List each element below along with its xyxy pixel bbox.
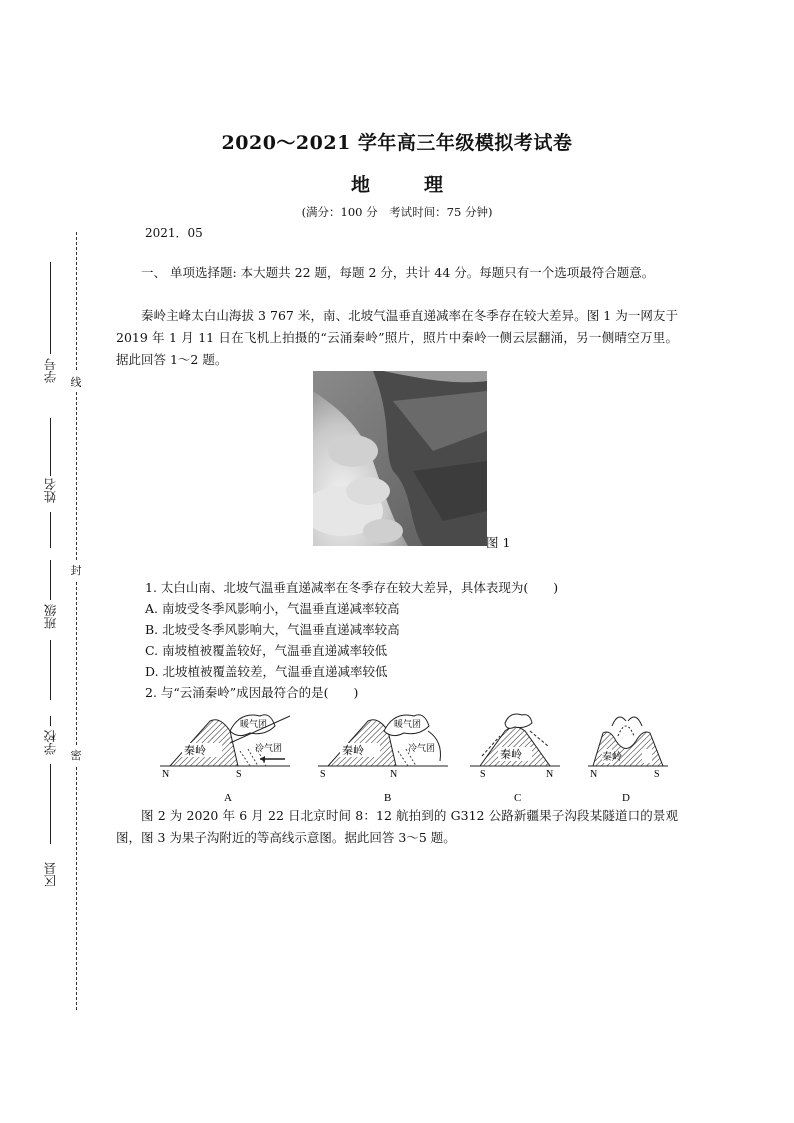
exam-title: 2020～2021 学年高三年级模拟考试卷 <box>221 132 573 154</box>
diagram-d[interactable] <box>588 717 668 804</box>
field-class[interactable] <box>40 560 60 700</box>
field-label: 姓名 <box>43 478 58 503</box>
question-1-option-d[interactable]: D. 北坡植被覆盖较差，气温垂直递减率较低 <box>145 664 388 679</box>
diagram-b-warm: 暖气团 <box>394 719 422 729</box>
field-district[interactable] <box>40 850 60 910</box>
passage-1: 秦岭主峰太白山海拔 3 767 米，南、北坡气温垂直递减率在冬季存在较大差异。图 1 为一网友于 2019 年 1 月 11 日在飞机上拍摄的“云涌秦岭”照片，照片中秦岭一侧云层翻涌，另一侧晴空万里。据此回答 1～2 题。 <box>116 308 678 367</box>
diagram-c-left: S <box>480 769 486 780</box>
diagram-b[interactable] <box>318 715 448 804</box>
question-1-option-c[interactable]: C. 南坡植被覆盖较好，气温垂直递减率较低 <box>145 643 388 658</box>
binding-dashed-line <box>76 232 77 1010</box>
diagram-c[interactable] <box>470 714 560 804</box>
diagram-a-left: N <box>162 769 170 780</box>
diagram-b-mountain: 秦岭 <box>342 745 364 757</box>
passage-2: 图 2 为 2020 年 6 月 22 日北京时间 8：12 航拍到的 G312 公路新疆果子沟段某隧道口的景观图，图 3 为果子沟附近的等高线示意图。据此回答 3～5 题。 <box>116 808 678 845</box>
figure-1-caption: 图 1 <box>486 535 511 550</box>
exam-date: 2021．05 <box>145 226 203 240</box>
field-school[interactable] <box>40 716 60 846</box>
diagram-a-mountain: 秦岭 <box>184 745 206 757</box>
diagram-d-right: S <box>654 769 660 780</box>
diagram-b-letter: B <box>384 792 392 804</box>
exam-info: (满分：100 分 考试时间：75 分钟) <box>301 205 493 219</box>
question-1-option-a[interactable]: A. 南坡受冬季风影响小，气温垂直递减率较高 <box>145 601 400 616</box>
field-label: 区县 <box>43 862 58 887</box>
field-label: 学号 <box>43 358 58 383</box>
seal-char-xian: 线 <box>68 372 84 392</box>
subject-title <box>0 170 794 197</box>
diagram-a-cold: 冷气团 <box>255 743 283 753</box>
diagram-d-letter: D <box>622 792 630 804</box>
field-label: 学校 <box>43 730 58 755</box>
diagram-b-left: S <box>320 769 326 780</box>
question-1-option-b[interactable]: B. 北坡受冬季风影响大，气温垂直递减率较高 <box>145 622 400 637</box>
diagram-c-mountain: 秦岭 <box>500 749 522 761</box>
subject-char: 地 <box>350 174 370 196</box>
question-2-diagrams <box>160 711 670 806</box>
field-label: 班级 <box>43 604 58 629</box>
section-heading: 一、 单项选择题: 本大题共 22 题，每题 2 分，共计 44 分。每题只有一个选项最符合题意。 <box>141 265 655 280</box>
figure-1-photo <box>313 371 487 546</box>
seal-char-mi: 密 <box>68 745 84 765</box>
field-name[interactable] <box>40 418 60 548</box>
diagram-c-letter: C <box>514 792 522 804</box>
question-2-stem: 2. 与“云涌秦岭”成因最符合的是( ) <box>145 685 359 700</box>
diagram-b-right: N <box>390 769 398 780</box>
diagram-d-mountain: 秦岭 <box>602 752 622 763</box>
seal-char-feng: 封 <box>68 560 84 580</box>
diagram-a[interactable] <box>160 715 290 804</box>
diagram-c-right: N <box>546 769 554 780</box>
diagram-a-letter: A <box>224 792 232 804</box>
question-1-stem: 1. 太白山南、北坡气温垂直递减率在冬季存在较大差异，具体表现为( ) <box>145 580 559 595</box>
diagram-a-warm: 暖气团 <box>240 719 268 729</box>
diagram-a-right: S <box>236 769 242 780</box>
diagram-b-cold: 冷气团 <box>408 743 436 753</box>
diagram-d-left: N <box>590 769 598 780</box>
field-student-id[interactable] <box>40 262 60 392</box>
subject-char: 理 <box>424 174 444 196</box>
